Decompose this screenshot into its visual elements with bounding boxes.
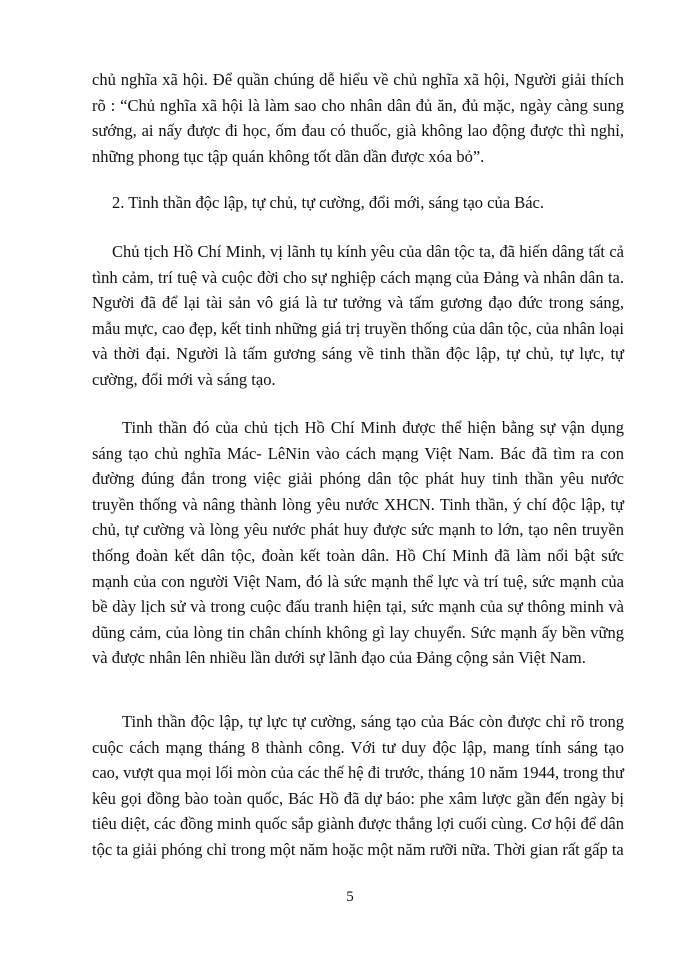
paragraph-1: chủ nghĩa xã hội. Để quần chúng dễ hiểu về chủ nghĩa xã hội, Người giải thích rõ : “Chủ nghĩa xã hội là làm sao cho nhân dân đủ ăn, đủ mặc, ngày càng sung sướng, ai nấy được đi học, ốm đau có thuốc, già không lao động được thì nghỉ, những phong tục tập quán không tốt dần dần được xóa bỏ”. bbox=[92, 70, 624, 166]
section-heading-2: 2. Tinh thần độc lập, tự chủ, tự cường, đổi mới, sáng tạo của Bác. bbox=[112, 193, 544, 212]
paragraph-3: Tinh thần đó của chủ tịch Hồ Chí Minh được thể hiện bằng sự vận dụng sáng tạo chủ nghĩa Mác- LêNin vào cách mạng Việt Nam. Bác đã tìm ra con đường đúng đắn trong việc giải phóng dân tộc phát huy tinh thần yêu nước truyền thống và nâng thành lòng yêu nước XHCN. Tinh thần, ý chí độc lập, tự chủ, tự cường và lòng yêu nước phát huy được sức mạnh to lớn, tạo nên truyền thống đoàn kết dân tộc, đoàn kết toàn dân. Hồ Chí Minh đã làm nổi bật sức mạnh của con người Việt Nam, đó là sức mạnh thể lực và trí tuệ, sức mạnh của bề dày lịch sử và trong cuộc đấu tranh hiện tại, sức mạnh của sự thông minh và dũng cảm, của lòng tin chân chính không gì lay chuyển. Sức mạnh ấy bền vững và được nhân lên nhiều lần dưới sự lãnh đạo của Đảng cộng sản Việt Nam. bbox=[92, 418, 624, 668]
page-number: 5 bbox=[346, 889, 354, 905]
paragraph-4: Tinh thần độc lập, tự lực tự cường, sáng tạo của Bác còn được chỉ rõ trong cuộc cách mạng tháng 8 thành công. Với tư duy độc lập, mang tính sáng tạo cao, vượt qua mọi lối mòn của các thế hệ đi trước, tháng 10 năm 1944, trong thư kêu gọi đồng bào toàn quốc, Bác Hồ đã dự báo: phe xâm lược gần đến ngày bị tiêu diệt, các đồng minh quốc sắp giành được thắng lợi cuối cùng. Cơ hội để dân tộc ta giải phóng chỉ trong một năm hoặc một năm rưỡi nữa. Thời gian rất gấp ta bbox=[92, 712, 624, 859]
paragraph-2: Chủ tịch Hồ Chí Minh, vị lãnh tụ kính yêu của dân tộc ta, đã hiến dâng tất cả tình cảm, trí tuệ và cuộc đời cho sự nghiệp cách mạng của Đảng và nhân dân ta. Người đã để lại tài sản vô giá là tư tưởng và tấm gương đạo đức trong sáng, mẫu mực, cao đẹp, kết tinh những giá trị truyền thống của dân tộc, của nhân loại và thời đại. Người là tấm gương sáng về tinh thần độc lập, tự chủ, tự lực, tự cường, đổi mới và sáng tạo. bbox=[92, 242, 624, 389]
